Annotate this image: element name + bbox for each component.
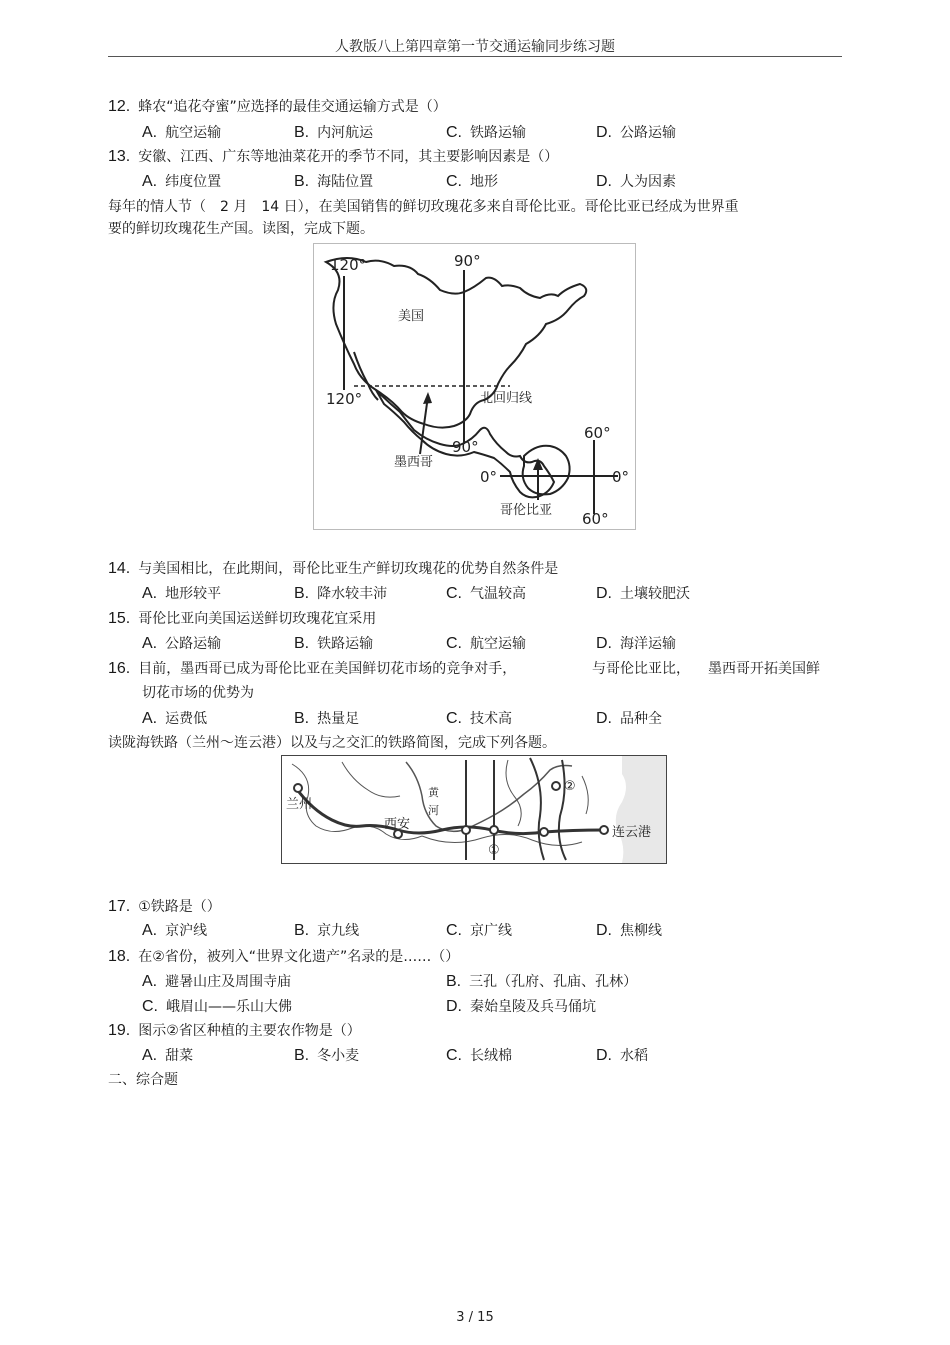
passage-line: 每年的情人节（ 2 月 14 日），在美国销售的鲜切玫瑰花多来自哥伦比亚。哥伦比亚已经成为世界重 xyxy=(108,199,739,215)
label-lon90-bottom: 90° xyxy=(452,438,479,456)
north-america-outline xyxy=(326,258,586,428)
label-lianyungang: 连云港 xyxy=(612,825,652,840)
option-d[interactable]: D. 品种全 xyxy=(596,710,662,727)
question-17 xyxy=(108,896,221,916)
question-number: 16. xyxy=(108,660,131,677)
station xyxy=(462,826,470,834)
station-lanzhou xyxy=(294,784,302,792)
option-a[interactable]: A. 运费低 xyxy=(142,710,208,727)
label-lon120-top: 120° xyxy=(330,256,367,274)
label-lanzhou: 兰州 xyxy=(286,797,313,812)
sea-area xyxy=(616,756,666,863)
option-a[interactable]: A. 公路运输 xyxy=(142,635,222,652)
option-a[interactable]: A. 航空运输 xyxy=(142,124,222,141)
station xyxy=(540,828,548,836)
question-text: 哥伦比亚向美国运送鲜切玫瑰花宜采用 xyxy=(138,611,377,627)
page-number: 3 / 15 xyxy=(456,1310,494,1325)
option-b[interactable]: B. 京九线 xyxy=(294,922,360,939)
option-d[interactable]: D. 焦柳线 xyxy=(596,922,662,939)
label-lon120-bottom: 120° xyxy=(326,390,363,408)
question-text: 在②省份，被列入“世界文化遗产”名录的是……（） xyxy=(138,949,460,965)
question-18 xyxy=(108,946,459,966)
label-colombia: 哥伦比亚 xyxy=(500,503,553,518)
question-12 xyxy=(108,96,447,116)
option-c[interactable]: C. 京广线 xyxy=(446,922,512,939)
option-a[interactable]: A. 避暑山庄及周围寺庙 xyxy=(142,973,292,990)
mexico-arrow-head xyxy=(423,392,432,404)
passage-line: 读陇海铁路（兰州～连云港）以及与之交汇的铁路简图，完成下列各题。 xyxy=(108,735,556,751)
option-c[interactable]: C. 铁路运输 xyxy=(446,124,526,141)
province-border xyxy=(506,760,521,826)
label-eq-left: 0° xyxy=(480,468,498,486)
label-eq-right: 0° xyxy=(612,468,630,486)
question-text: 与美国相比，在此期间，哥伦比亚生产鲜切玫瑰花的优势自然条件是 xyxy=(138,561,559,577)
label-xian: 西安 xyxy=(384,817,411,832)
question-text: 蜂农“追花夺蜜”应选择的最佳交通运输方式是（） xyxy=(138,99,447,115)
question-number: 15. xyxy=(108,610,131,627)
question-text-part: 墨西哥开拓美国鲜 xyxy=(708,661,820,677)
label-mexico: 墨西哥 xyxy=(394,455,434,470)
passage-line: 要的鲜切玫瑰花生产国。读图，完成下题。 xyxy=(108,221,374,237)
label-marker-1: ① xyxy=(488,843,500,858)
label-lon90-top: 90° xyxy=(454,252,481,270)
question-19 xyxy=(108,1020,361,1040)
question-number: 18. xyxy=(108,948,131,965)
label-usa: 美国 xyxy=(398,309,425,324)
question-text: ①铁路是（） xyxy=(138,899,221,915)
question-number: 12. xyxy=(108,98,131,115)
americas-map-svg xyxy=(314,244,635,529)
option-b[interactable]: B. 降水较丰沛 xyxy=(294,585,388,602)
label-river-1: 黄 xyxy=(428,786,439,799)
option-a[interactable]: A. 地形较平 xyxy=(142,585,222,602)
option-b[interactable]: B. 三孔（孔府、孔庙、孔林） xyxy=(446,973,638,990)
option-c[interactable]: C. 气温较高 xyxy=(446,585,526,602)
question-16 xyxy=(108,658,516,678)
option-b[interactable]: B. 内河航运 xyxy=(294,124,374,141)
option-c[interactable]: C. 技术高 xyxy=(446,710,512,727)
header-divider xyxy=(108,56,842,57)
option-a[interactable]: A. 甜菜 xyxy=(142,1047,194,1064)
question-text: 图示②省区种植的主要农作物是（） xyxy=(138,1023,361,1039)
railway-line-2 xyxy=(530,758,544,860)
label-marker-2: ② xyxy=(564,779,576,794)
option-d[interactable]: D. 人为因素 xyxy=(596,173,676,190)
station-lianyungang xyxy=(600,826,608,834)
option-c[interactable]: C. 峨眉山——乐山大佛 xyxy=(142,998,292,1015)
option-b[interactable]: B. 铁路运输 xyxy=(294,635,374,652)
colombia-arrow-head xyxy=(533,458,543,470)
section-title: 二、综合题 xyxy=(108,1072,178,1088)
question-number: 13. xyxy=(108,148,131,165)
station xyxy=(490,826,498,834)
option-d[interactable]: D. 海洋运输 xyxy=(596,635,676,652)
railway-map xyxy=(281,755,667,864)
option-a[interactable]: A. 京沪线 xyxy=(142,922,208,939)
label-lon60-bottom: 60° xyxy=(582,510,609,528)
option-d[interactable]: D. 水稻 xyxy=(596,1047,648,1064)
railway-map-svg xyxy=(282,756,666,863)
province-border xyxy=(582,776,588,814)
label-lon60-top: 60° xyxy=(584,424,611,442)
question-text-part: 与哥伦比亚比， xyxy=(592,661,690,677)
option-c[interactable]: C. 航空运输 xyxy=(446,635,526,652)
question-number: 17. xyxy=(108,898,131,915)
option-c[interactable]: C. 地形 xyxy=(446,173,498,190)
province-border xyxy=(422,834,582,845)
option-a[interactable]: A. 纬度位置 xyxy=(142,173,222,190)
option-d[interactable]: D. 土壤较肥沃 xyxy=(596,585,690,602)
option-d[interactable]: D. 公路运输 xyxy=(596,124,676,141)
question-number: 14. xyxy=(108,560,131,577)
question-text-continued: 切花市场的优势为 xyxy=(142,685,254,701)
option-b[interactable]: B. 海陆位置 xyxy=(294,173,374,190)
option-c[interactable]: C. 长绒棉 xyxy=(446,1047,512,1064)
question-number: 19. xyxy=(108,1022,131,1039)
longhai-railway xyxy=(296,788,604,834)
question-text: 安徽、江西、广东等地油菜花开的季节不同，其主要影响因素是（） xyxy=(138,149,559,165)
option-b[interactable]: B. 冬小麦 xyxy=(294,1047,360,1064)
question-15 xyxy=(108,608,376,628)
question-14 xyxy=(108,558,558,578)
station xyxy=(552,782,560,790)
option-b[interactable]: B. 热量足 xyxy=(294,710,360,727)
label-river-2: 河 xyxy=(428,804,439,817)
question-13 xyxy=(108,146,558,166)
americas-map xyxy=(313,243,636,530)
page-header: 人教版八上第四章第一节交通运输同步练习题 xyxy=(335,39,615,55)
option-d[interactable]: D. 秦始皇陵及兵马俑坑 xyxy=(446,998,596,1015)
province-border xyxy=(342,762,400,797)
label-tropic: 北回归线 xyxy=(480,391,533,406)
question-text: 目前，墨西哥已成为哥伦比亚在美国鲜切花市场的竞争对手， xyxy=(138,661,517,677)
